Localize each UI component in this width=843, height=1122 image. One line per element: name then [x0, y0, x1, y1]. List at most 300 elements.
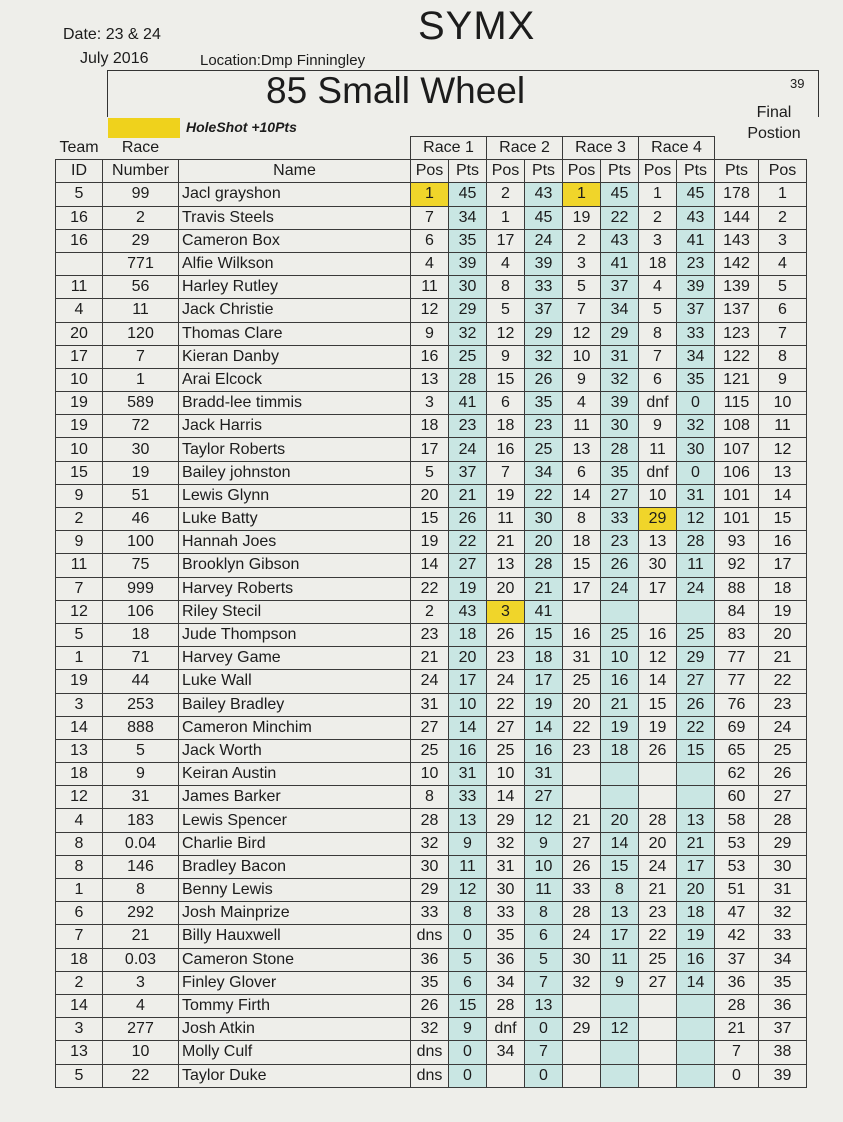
race4-pts-cell: 18: [677, 902, 715, 925]
race3-pts-cell: 37: [601, 276, 639, 299]
final-pts-cell: 53: [715, 855, 759, 878]
race3-pos-cell: 22: [563, 716, 601, 739]
final-pos-cell: 2: [759, 206, 807, 229]
race2-pts-cell: 25: [525, 438, 563, 461]
race1-pos-cell: 31: [411, 693, 449, 716]
team-id-cell: 10: [56, 368, 103, 391]
rider-name-cell: James Barker: [179, 786, 411, 809]
race3-pos-cell: [563, 763, 601, 786]
header-row-sub: [56, 160, 807, 183]
table-row: [56, 345, 807, 368]
race3-pts-cell: 9: [601, 971, 639, 994]
final-pts-cell: 84: [715, 600, 759, 623]
final-pos-cell: 30: [759, 855, 807, 878]
race2-pts-cell: 7: [525, 971, 563, 994]
final-pos-cell: 27: [759, 786, 807, 809]
table-row: [56, 392, 807, 415]
race1-pos-cell: 11: [411, 276, 449, 299]
final-pos-cell: 9: [759, 368, 807, 391]
race1-pts-cell: 43: [449, 600, 487, 623]
race4-pts-cell: 0: [677, 392, 715, 415]
race1-pos-cell: 28: [411, 809, 449, 832]
final-pts-cell: 139: [715, 276, 759, 299]
race1-pts-cell: 13: [449, 809, 487, 832]
final-pos-cell: 3: [759, 229, 807, 252]
race1-pts-cell: 6: [449, 971, 487, 994]
race3-pos-cell: 12: [563, 322, 601, 345]
rider-name-cell: Charlie Bird: [179, 832, 411, 855]
rider-name-cell: Josh Mainprize: [179, 902, 411, 925]
race-number-cell: 71: [103, 647, 179, 670]
final-pts-cell: 143: [715, 229, 759, 252]
team-id-cell: 11: [56, 554, 103, 577]
race-number-cell: 1: [103, 368, 179, 391]
final-pos-cell: 33: [759, 925, 807, 948]
race3-pos-cell: 11: [563, 415, 601, 438]
location: Location:Dmp Finningley: [200, 52, 366, 69]
race4-pts-cell: [677, 1018, 715, 1041]
race1-pos-cell: 20: [411, 484, 449, 507]
race1-pts-cell: 18: [449, 623, 487, 646]
race2-pos-cell: 5: [487, 299, 525, 322]
final-pos-cell: 12: [759, 438, 807, 461]
race2-pts-cell: 0: [525, 1064, 563, 1087]
race4-pts-cell: 43: [677, 206, 715, 229]
race4-pts-header: Pts: [677, 160, 715, 183]
final-pos-cell: 15: [759, 508, 807, 531]
race2-pts-cell: 29: [525, 322, 563, 345]
final-pos-cell: 6: [759, 299, 807, 322]
rider-name-cell: Luke Wall: [179, 670, 411, 693]
race1-pts-cell: 30: [449, 276, 487, 299]
rider-name-cell: Cameron Box: [179, 229, 411, 252]
race1-pos-cell: 5: [411, 461, 449, 484]
race1-pts-cell: 9: [449, 1018, 487, 1041]
final-pos-cell: 1: [759, 183, 807, 206]
race-number-cell: 72: [103, 415, 179, 438]
race4-pts-cell: 26: [677, 693, 715, 716]
race3-pos-header: Pos: [563, 160, 601, 183]
rider-name-cell: Josh Atkin: [179, 1018, 411, 1041]
race-number-cell: 183: [103, 809, 179, 832]
table-row: [56, 461, 807, 484]
table-row: [56, 739, 807, 762]
race-number-cell: 29: [103, 229, 179, 252]
race1-pos-cell: 35: [411, 971, 449, 994]
final-pts-cell: 83: [715, 623, 759, 646]
table-row: [56, 531, 807, 554]
race3-pts-cell: 25: [601, 623, 639, 646]
holeshot-swatch: [108, 118, 180, 138]
race2-pts-header: Pts: [525, 160, 563, 183]
final-pos-cell: 38: [759, 1041, 807, 1064]
team-id-cell: 13: [56, 739, 103, 762]
race1-pos-cell: 7: [411, 206, 449, 229]
race4-pos-cell: 13: [639, 531, 677, 554]
race2-pts-cell: 21: [525, 577, 563, 600]
table-row: [56, 252, 807, 275]
race3-pts-cell: 43: [601, 229, 639, 252]
race2-pos-cell: 12: [487, 322, 525, 345]
race2-pos-cell: 9: [487, 345, 525, 368]
race3-pts-cell: 23: [601, 531, 639, 554]
race4-pts-cell: 30: [677, 438, 715, 461]
race4-pos-cell: [639, 786, 677, 809]
rider-name-cell: Travis Steels: [179, 206, 411, 229]
race4-pts-cell: 39: [677, 276, 715, 299]
race2-pos-cell: 17: [487, 229, 525, 252]
race4-pos-cell: 28: [639, 809, 677, 832]
final-pts-cell: 142: [715, 252, 759, 275]
race1-pos-cell: 12: [411, 299, 449, 322]
table-row: [56, 276, 807, 299]
final-pts-cell: 60: [715, 786, 759, 809]
team-id-cell: 9: [56, 531, 103, 554]
table-row: [56, 600, 807, 623]
final-pts-cell: 178: [715, 183, 759, 206]
race2-pts-cell: 5: [525, 948, 563, 971]
race1-pts-cell: 41: [449, 392, 487, 415]
race4-pts-cell: 22: [677, 716, 715, 739]
race4-pos-cell: [639, 1041, 677, 1064]
team-id-cell: 20: [56, 322, 103, 345]
race1-pts-cell: 0: [449, 1064, 487, 1087]
race4-pts-cell: 15: [677, 739, 715, 762]
name-header-top: [179, 137, 411, 160]
race4-pos-cell: 1: [639, 183, 677, 206]
final-pos-cell: 11: [759, 415, 807, 438]
final-pts-cell: 62: [715, 763, 759, 786]
race1-pos-cell: dns: [411, 1064, 449, 1087]
race1-pos-cell: 18: [411, 415, 449, 438]
race1-pos-cell: 4: [411, 252, 449, 275]
race3-pts-cell: 29: [601, 322, 639, 345]
page-count: 39: [790, 76, 805, 91]
race1-pos-cell: 22: [411, 577, 449, 600]
race1-pts-cell: 19: [449, 577, 487, 600]
race-number-cell: 3: [103, 971, 179, 994]
rider-name-cell: Taylor Roberts: [179, 438, 411, 461]
team-id-cell: 16: [56, 206, 103, 229]
rider-name-cell: Lewis Spencer: [179, 809, 411, 832]
race3-pos-cell: [563, 994, 601, 1017]
team-id-cell: 12: [56, 600, 103, 623]
race1-pos-cell: 2: [411, 600, 449, 623]
rider-name-cell: Bradley Bacon: [179, 855, 411, 878]
race4-header: Race 4: [639, 137, 715, 160]
race1-pts-header: Pts: [449, 160, 487, 183]
team-id-cell: 16: [56, 229, 103, 252]
race3-pts-header: Pts: [601, 160, 639, 183]
race3-pos-cell: 20: [563, 693, 601, 716]
race2-pts-cell: 39: [525, 252, 563, 275]
team-id-cell: 2: [56, 508, 103, 531]
race3-pts-cell: 15: [601, 855, 639, 878]
rider-name-cell: Arai Elcock: [179, 368, 411, 391]
race2-pts-cell: 37: [525, 299, 563, 322]
rider-name-cell: Bailey Bradley: [179, 693, 411, 716]
race-number-cell: 0.04: [103, 832, 179, 855]
final-pos-cell: 8: [759, 345, 807, 368]
table-row: [56, 229, 807, 252]
race3-pts-cell: 45: [601, 183, 639, 206]
race4-pos-cell: 10: [639, 484, 677, 507]
race2-pos-cell: 2: [487, 183, 525, 206]
final-pts-cell: 65: [715, 739, 759, 762]
race1-pts-cell: 37: [449, 461, 487, 484]
race1-pos-cell: 15: [411, 508, 449, 531]
race-number-cell: 75: [103, 554, 179, 577]
rider-name-cell: Cameron Minchim: [179, 716, 411, 739]
race4-pts-cell: 14: [677, 971, 715, 994]
race-number-cell: 30: [103, 438, 179, 461]
race-number-cell: 11: [103, 299, 179, 322]
race4-pos-cell: [639, 763, 677, 786]
race3-pts-cell: 39: [601, 392, 639, 415]
race4-pts-cell: 17: [677, 855, 715, 878]
race4-pos-cell: 6: [639, 368, 677, 391]
rider-name-cell: Alfie Wilkson: [179, 252, 411, 275]
race2-pos-cell: 26: [487, 623, 525, 646]
race4-pos-cell: 17: [639, 577, 677, 600]
race4-pos-cell: 4: [639, 276, 677, 299]
table-row: [56, 206, 807, 229]
race-number-cell: 9: [103, 763, 179, 786]
race2-pts-cell: 20: [525, 531, 563, 554]
final-pts-cell: 47: [715, 902, 759, 925]
final-pts-header-top: [715, 137, 759, 160]
race3-pts-cell: 32: [601, 368, 639, 391]
race2-pts-cell: 24: [525, 229, 563, 252]
race4-pos-header: Pos: [639, 160, 677, 183]
team-id-cell: 18: [56, 948, 103, 971]
race2-pos-cell: 24: [487, 670, 525, 693]
race2-pts-cell: 10: [525, 855, 563, 878]
rider-name-cell: Harley Rutley: [179, 276, 411, 299]
race4-pts-cell: 27: [677, 670, 715, 693]
race4-pos-cell: 16: [639, 623, 677, 646]
rider-name-cell: Harvey Game: [179, 647, 411, 670]
final-pos-cell: 19: [759, 600, 807, 623]
race-number-cell: 5: [103, 739, 179, 762]
race3-pos-cell: 16: [563, 623, 601, 646]
race2-pts-cell: 14: [525, 716, 563, 739]
race4-pts-cell: 25: [677, 623, 715, 646]
table-row: [56, 971, 807, 994]
race2-pos-cell: 20: [487, 577, 525, 600]
race-number-cell: 46: [103, 508, 179, 531]
race1-pts-cell: 26: [449, 508, 487, 531]
race3-pos-cell: 19: [563, 206, 601, 229]
table-row: [56, 508, 807, 531]
race2-pos-cell: 19: [487, 484, 525, 507]
final-pts-cell: 121: [715, 368, 759, 391]
race4-pos-cell: 8: [639, 322, 677, 345]
team-id-cell: 14: [56, 994, 103, 1017]
table-row: [56, 1018, 807, 1041]
rider-name-cell: Harvey Roberts: [179, 577, 411, 600]
race1-pos-cell: 9: [411, 322, 449, 345]
race2-pts-cell: 32: [525, 345, 563, 368]
race4-pts-cell: 41: [677, 229, 715, 252]
race4-pos-cell: dnf: [639, 392, 677, 415]
rider-name-cell: Finley Glover: [179, 971, 411, 994]
team-id-cell: 19: [56, 392, 103, 415]
race1-pos-cell: 21: [411, 647, 449, 670]
team-id-cell: 19: [56, 415, 103, 438]
race3-pts-cell: 12: [601, 1018, 639, 1041]
race2-pos-cell: 7: [487, 461, 525, 484]
rider-name-cell: Molly Culf: [179, 1041, 411, 1064]
team-id-cell: 5: [56, 1064, 103, 1087]
final-pos-cell: 22: [759, 670, 807, 693]
final-pts-cell: 58: [715, 809, 759, 832]
final-pos-cell: 24: [759, 716, 807, 739]
race1-pts-cell: 24: [449, 438, 487, 461]
race4-pos-cell: 18: [639, 252, 677, 275]
rider-name-cell: Jack Christie: [179, 299, 411, 322]
race3-pts-cell: [601, 994, 639, 1017]
team-id-header: ID: [56, 160, 103, 183]
race1-pts-cell: 14: [449, 716, 487, 739]
race3-pts-cell: [601, 600, 639, 623]
race2-pts-cell: 26: [525, 368, 563, 391]
race1-pts-cell: 8: [449, 902, 487, 925]
race3-pos-cell: 23: [563, 739, 601, 762]
race1-pos-cell: 27: [411, 716, 449, 739]
race3-pts-cell: 13: [601, 902, 639, 925]
final-pos-cell: 13: [759, 461, 807, 484]
race1-pos-header: Pos: [411, 160, 449, 183]
race3-pos-cell: 30: [563, 948, 601, 971]
table-row: [56, 322, 807, 345]
team-id-cell: 14: [56, 716, 103, 739]
race-number-cell: 21: [103, 925, 179, 948]
race3-pos-cell: 32: [563, 971, 601, 994]
rider-name-cell: Lewis Glynn: [179, 484, 411, 507]
team-id-cell: 3: [56, 1018, 103, 1041]
table-row: [56, 763, 807, 786]
race1-pos-cell: 8: [411, 786, 449, 809]
race4-pts-cell: 32: [677, 415, 715, 438]
race2-pos-cell: 34: [487, 971, 525, 994]
race4-pts-cell: [677, 786, 715, 809]
race1-pts-cell: 23: [449, 415, 487, 438]
race4-pos-cell: 27: [639, 971, 677, 994]
organisation-title: SYMX: [418, 4, 536, 48]
race2-pos-cell: [487, 1064, 525, 1087]
race3-pos-cell: 27: [563, 832, 601, 855]
table-row: [56, 832, 807, 855]
race1-pos-cell: 25: [411, 739, 449, 762]
race3-pts-cell: 17: [601, 925, 639, 948]
race2-pos-cell: 1: [487, 206, 525, 229]
race3-pos-cell: 1: [563, 183, 601, 206]
team-id-cell: 4: [56, 809, 103, 832]
table-row: [56, 299, 807, 322]
race1-pos-cell: 17: [411, 438, 449, 461]
final-pts-header: Pts: [715, 160, 759, 183]
race2-pos-cell: 8: [487, 276, 525, 299]
race1-pts-cell: 39: [449, 252, 487, 275]
table-row: [56, 1064, 807, 1087]
race-number-cell: 253: [103, 693, 179, 716]
team-id-cell: 17: [56, 345, 103, 368]
team-id-cell: 5: [56, 623, 103, 646]
rider-name-cell: Riley Stecil: [179, 600, 411, 623]
race1-pos-cell: dns: [411, 1041, 449, 1064]
team-id-cell: 7: [56, 925, 103, 948]
race1-pos-cell: 24: [411, 670, 449, 693]
race2-pts-cell: 22: [525, 484, 563, 507]
table-row: [56, 577, 807, 600]
race3-pos-cell: 10: [563, 345, 601, 368]
race2-pts-cell: 31: [525, 763, 563, 786]
race3-pos-cell: 17: [563, 577, 601, 600]
race3-pts-cell: 22: [601, 206, 639, 229]
race3-pos-cell: 26: [563, 855, 601, 878]
race-number-cell: 999: [103, 577, 179, 600]
race4-pts-cell: 20: [677, 879, 715, 902]
final-pts-cell: 137: [715, 299, 759, 322]
race2-pos-cell: 35: [487, 925, 525, 948]
race4-pts-cell: 0: [677, 461, 715, 484]
holeshot-legend: HoleShot +10Pts: [186, 119, 297, 135]
race3-pos-cell: 15: [563, 554, 601, 577]
race1-pos-cell: 32: [411, 832, 449, 855]
rider-name-cell: Billy Hauxwell: [179, 925, 411, 948]
team-id-cell: 12: [56, 786, 103, 809]
date-line-1: Date: 23 & 24: [63, 26, 161, 43]
race2-pts-cell: 45: [525, 206, 563, 229]
table-row: [56, 1041, 807, 1064]
final-pos-cell: 20: [759, 623, 807, 646]
race3-pts-cell: 26: [601, 554, 639, 577]
race4-pos-cell: 19: [639, 716, 677, 739]
final-pts-cell: 37: [715, 948, 759, 971]
race-number-cell: 10: [103, 1041, 179, 1064]
race1-pos-cell: 16: [411, 345, 449, 368]
position-label: Postion: [747, 125, 801, 142]
race2-pts-cell: 33: [525, 276, 563, 299]
race1-pts-cell: 27: [449, 554, 487, 577]
race1-pts-cell: 25: [449, 345, 487, 368]
race4-pts-cell: [677, 1041, 715, 1064]
race4-pts-cell: 29: [677, 647, 715, 670]
final-pts-cell: 101: [715, 508, 759, 531]
race3-pos-cell: [563, 1041, 601, 1064]
final-pos-header-top: [759, 137, 807, 160]
race3-pts-cell: 20: [601, 809, 639, 832]
final-pts-cell: 69: [715, 716, 759, 739]
race1-pts-cell: 21: [449, 484, 487, 507]
final-pos-header: Pos: [759, 160, 807, 183]
race4-pts-cell: 21: [677, 832, 715, 855]
race2-pts-cell: 11: [525, 879, 563, 902]
final-pos-cell: 32: [759, 902, 807, 925]
race1-pos-cell: 19: [411, 531, 449, 554]
race2-pts-cell: 23: [525, 415, 563, 438]
rider-name-cell: Jude Thompson: [179, 623, 411, 646]
table-row: [56, 879, 807, 902]
final-pos-cell: 21: [759, 647, 807, 670]
race3-pos-cell: [563, 600, 601, 623]
race4-pos-cell: 26: [639, 739, 677, 762]
race4-pos-cell: 29: [639, 508, 677, 531]
race4-pos-cell: 14: [639, 670, 677, 693]
rider-name-cell: Keiran Austin: [179, 763, 411, 786]
rider-name-cell: Tommy Firth: [179, 994, 411, 1017]
